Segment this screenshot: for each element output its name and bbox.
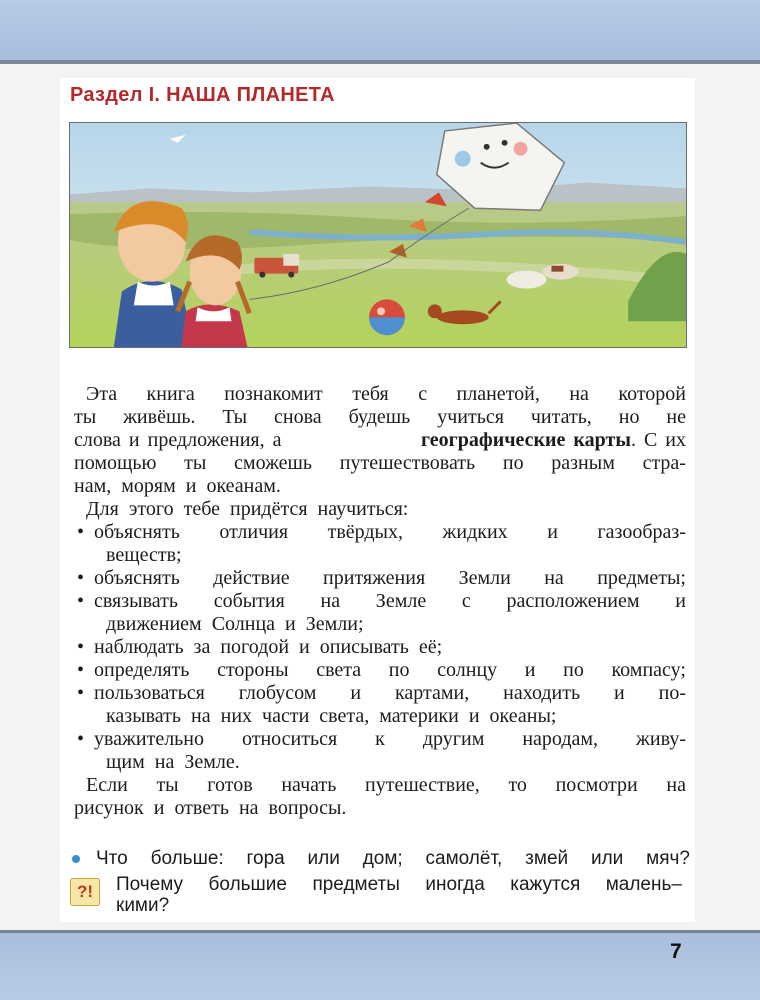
word: жидких xyxy=(442,521,508,543)
word: путешествовать xyxy=(339,452,476,474)
word: живу- xyxy=(636,728,686,750)
skill-item-text xyxy=(94,659,686,682)
word: расположением xyxy=(506,590,640,612)
skill-item-text xyxy=(94,682,686,705)
skill-item xyxy=(74,659,686,682)
word: компасу; xyxy=(611,659,686,681)
skill-item xyxy=(74,728,686,751)
bullet-icon: • xyxy=(77,728,85,750)
word: тебя xyxy=(352,383,389,405)
word: иногда xyxy=(425,874,485,895)
closing-line-1 xyxy=(74,774,686,797)
word: твёрдых, xyxy=(327,521,403,543)
word: и xyxy=(524,659,536,681)
skill-item-text: наблюдать за погодой и описывать её; xyxy=(94,636,443,658)
word: и xyxy=(614,682,625,704)
word: самолёт, xyxy=(425,848,503,869)
bullet-icon: • xyxy=(77,682,85,704)
word: газообраз- xyxy=(597,521,686,543)
page xyxy=(0,64,760,930)
question-2-line-2: кими? xyxy=(116,895,170,916)
word: предметы xyxy=(312,874,400,895)
word: света xyxy=(316,659,362,681)
intro-line-5: нам, морям и океанам. xyxy=(74,475,281,497)
word: мяч? xyxy=(646,848,690,869)
word: Если xyxy=(86,774,128,796)
word: стороны xyxy=(217,659,289,681)
word: с xyxy=(461,590,471,612)
word: Эта xyxy=(86,383,118,405)
word: связывать xyxy=(94,590,178,612)
word: относиться xyxy=(241,728,338,750)
word: познакомит xyxy=(224,383,323,405)
word: глобусом xyxy=(238,682,317,704)
skills-list xyxy=(74,521,686,774)
main-text xyxy=(74,383,686,820)
word: на xyxy=(666,774,686,796)
word: на xyxy=(569,383,589,405)
bullet-dot-icon xyxy=(72,855,80,863)
word: отличия xyxy=(219,521,289,543)
word: но xyxy=(618,406,640,428)
word: Земле xyxy=(375,590,427,612)
word: картами, xyxy=(394,682,470,704)
word: или xyxy=(307,848,340,869)
word: Почему xyxy=(116,874,184,895)
skill-item xyxy=(74,590,686,613)
word: змей xyxy=(525,848,569,869)
skill-item-continuation: казывать на них части света, материки и океаны; xyxy=(106,705,557,727)
question-2-line-1 xyxy=(116,874,682,896)
word: готов xyxy=(207,774,253,796)
word: к xyxy=(375,728,385,750)
skill-item-text xyxy=(94,567,686,590)
intro-line-6: Для этого тебе придётся научиться: xyxy=(86,498,409,520)
word: читать, xyxy=(530,406,592,428)
bullet-icon: • xyxy=(77,590,85,612)
word: посмотри xyxy=(555,774,638,796)
bullet-icon: • xyxy=(77,659,85,681)
page-number: 7 xyxy=(670,940,682,963)
bullet-icon: • xyxy=(77,567,85,589)
word: помощью xyxy=(74,452,157,474)
intro-line-4 xyxy=(74,452,686,475)
word: или xyxy=(590,848,624,869)
word: пользоваться xyxy=(94,682,205,704)
word: живёшь. xyxy=(123,406,196,428)
word: и xyxy=(350,682,362,704)
word: предметы; xyxy=(597,567,686,589)
skill-item-text xyxy=(94,521,686,544)
skill-item xyxy=(74,636,686,659)
word: на xyxy=(544,567,564,589)
top-band xyxy=(0,0,760,60)
word: снова xyxy=(274,406,322,428)
word: путешествие, xyxy=(365,774,480,796)
word: книга xyxy=(146,383,195,405)
word: учиться xyxy=(437,406,504,428)
section-title: Раздел I. НАША ПЛАНЕТА xyxy=(70,84,335,106)
word: планетой, xyxy=(456,383,540,405)
word: по- xyxy=(658,682,686,704)
word: притяжения xyxy=(323,567,426,589)
word: с xyxy=(418,383,428,405)
word: находить xyxy=(503,682,581,704)
word: объяснять xyxy=(94,521,180,543)
word: ты xyxy=(184,452,207,474)
skill-item-continuation: щим на Земле. xyxy=(106,751,240,773)
word: и xyxy=(675,590,686,612)
intro-line-3-end: . С их xyxy=(630,429,686,451)
word: дом; xyxy=(362,848,403,869)
word: большие xyxy=(208,874,287,895)
skill-item xyxy=(74,682,686,705)
word: уважительно xyxy=(94,728,204,750)
skill-item-continuation: движением Солнца и Земли; xyxy=(106,613,364,635)
word: и xyxy=(547,521,558,543)
word: объяснять xyxy=(94,567,180,589)
bottom-band xyxy=(0,933,760,1000)
intro-line-1 xyxy=(74,383,686,406)
word: по xyxy=(502,452,524,474)
word: другим xyxy=(422,728,485,750)
word: на xyxy=(320,590,341,612)
word: Земли xyxy=(458,567,511,589)
word: по xyxy=(388,659,410,681)
word: действие xyxy=(213,567,290,589)
intro-line-2 xyxy=(74,406,686,429)
bullet-icon: • xyxy=(77,636,85,658)
word: начать xyxy=(281,774,337,796)
word: определять xyxy=(94,659,190,681)
intro-line-3 xyxy=(74,429,686,452)
word: разным xyxy=(551,452,615,474)
word: ты xyxy=(156,774,179,796)
word: не xyxy=(666,406,686,428)
word: по xyxy=(563,659,584,681)
closing-line-2: рисунок и ответь на вопросы. xyxy=(74,797,347,819)
word: больше: xyxy=(150,848,224,869)
skill-item xyxy=(74,521,686,544)
skill-item-text xyxy=(94,728,686,751)
word: которой xyxy=(618,383,686,405)
question-1 xyxy=(70,848,690,870)
skill-item xyxy=(74,567,686,590)
word: малень– xyxy=(605,874,682,895)
word: будешь xyxy=(348,406,411,428)
intro-line-3-start: слова и предложения, а xyxy=(74,429,282,451)
word: стра- xyxy=(642,452,686,474)
word: то xyxy=(508,774,527,796)
landscape-picture xyxy=(70,123,686,347)
content-card xyxy=(60,78,695,922)
bullet-icon: • xyxy=(77,521,85,543)
ball-shape xyxy=(369,299,405,335)
word: события xyxy=(213,590,285,612)
kite-illustration xyxy=(69,122,687,348)
word: сможешь xyxy=(234,452,313,474)
skill-item-text xyxy=(94,590,686,613)
word: ты xyxy=(74,406,97,428)
skill-item-continuation: веществ; xyxy=(106,544,182,566)
word: народам, xyxy=(522,728,599,750)
word: гора xyxy=(246,848,285,869)
question-1-text xyxy=(96,848,690,870)
word: солнцу xyxy=(437,659,498,681)
word: Что xyxy=(96,848,128,869)
question-exclamation-icon: ?! xyxy=(70,878,100,906)
intro-bold-term: географические карты xyxy=(420,429,631,451)
word: Ты xyxy=(222,406,248,428)
word: кажутся xyxy=(510,874,581,895)
